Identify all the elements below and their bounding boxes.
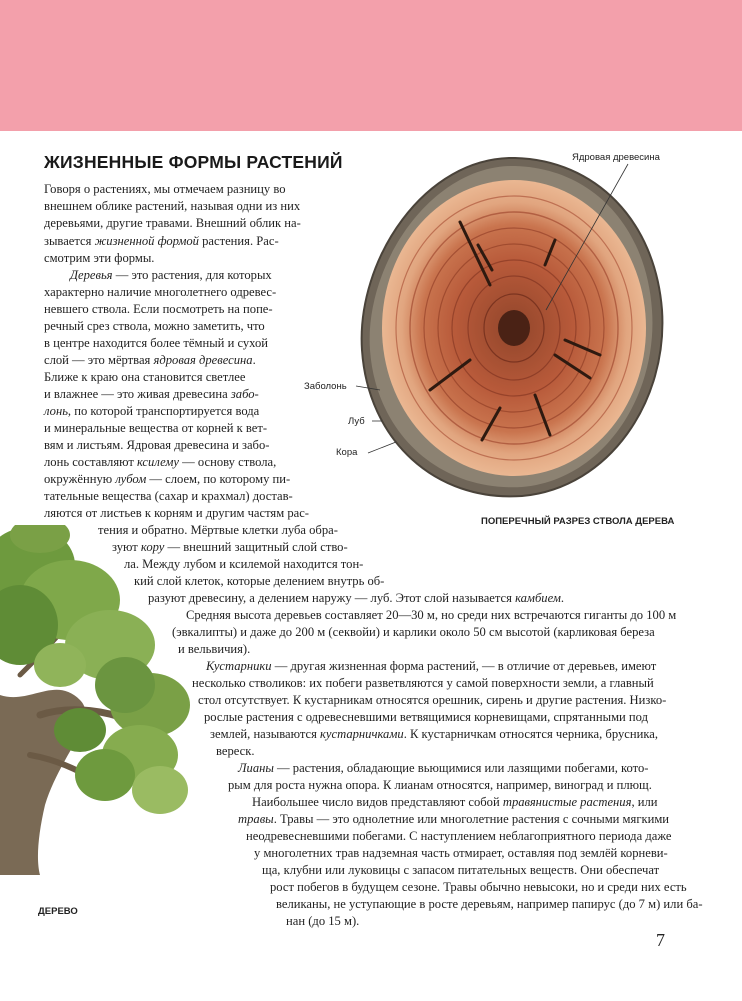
label-sapwood: Заболонь — [304, 381, 347, 392]
text-line: Говоря о растениях, мы отмечаем разницу во — [44, 182, 286, 196]
text-line: Ближе к краю она становится светлее — [44, 370, 246, 384]
wood-rings — [382, 180, 646, 476]
text-line: (эвкалипты) и даже до 200 м (секвойи) и карлики около 50 см высотой (карликовая береза — [172, 625, 655, 639]
text-line: нан (до 15 м). — [286, 914, 360, 928]
text-line: рым для роста нужна опора. К лианам относятся, например, виноград и плющ. — [228, 778, 652, 792]
tree-illustration — [0, 525, 200, 875]
text-line: и влажнее — это живая древесина забо- — [44, 387, 259, 401]
text-line: рослые растения с одревесневшими ветвящимися корневищами, спрятанными под — [204, 710, 649, 724]
label-phloem: Луб — [348, 416, 365, 427]
text-line: деревьями, другие травами. Внешний облик на- — [44, 216, 301, 231]
text-line: слой — это мёртвая ядровая древесина. — [44, 353, 256, 367]
text-line: и вельвичия). — [178, 642, 251, 656]
text-line: Наибольшее число видов представляют собой травянистые растения, или — [252, 795, 658, 809]
text-line: Кустарники — другая жизненная форма растений, — в отличие от деревьев, имеют — [206, 659, 657, 673]
text-line: лонь составляют ксилему — основу ствола, — [44, 455, 277, 469]
text-line: Деревья — это растения, для которых — [70, 268, 272, 282]
text-line: стол отсутствует. К кустарникам относятся орешник, сирень и другие растения. Низко- — [198, 693, 667, 707]
text-line: характерно наличие многолетнего одревес- — [44, 285, 277, 299]
text-line: зуют кору — внешний защитный слой ство- — [112, 540, 348, 554]
text-line: у многолетних трав надземная часть отмирает, оставляя под землёй корневи- — [254, 846, 668, 860]
text-line: неодревесневшими побегами. С наступлением неблагоприятного периода даже — [246, 829, 672, 843]
header-banner — [0, 0, 742, 131]
text-line: и минеральные вещества от корней к вет- — [44, 421, 268, 435]
label-bark: Кора — [336, 447, 358, 458]
diagram-caption: ПОПЕРЕЧНЫЙ РАЗРЕЗ СТВОЛА ДЕРЕВА — [481, 516, 675, 527]
page-number: 7 — [656, 930, 665, 950]
text-line: вям и листьям. Ядровая древесина и забо- — [44, 438, 270, 452]
text-line: кий слой клеток, которые делением внутрь об- — [134, 574, 385, 588]
text-line: невшего ствола. Если посмотреть на попе- — [44, 302, 273, 316]
text-line: вереск. — [216, 744, 255, 758]
page-title: ЖИЗНЕННЫЕ ФОРМЫ РАСТЕНИЙ — [44, 152, 343, 172]
text-line: в центре находится более тёмный и сухой — [44, 336, 269, 350]
text-line: разуют древесину, а делением наружу — луб. Этот слой называется камбием. — [148, 591, 565, 605]
text-line: лонь, по которой транспортируется вода — [44, 404, 260, 418]
text-line: тательные вещества (сахар и крахмал) достав- — [44, 489, 293, 503]
text-line: ла. Между лубом и ксилемой находится тон- — [124, 557, 364, 571]
label-heartwood: Ядровая древесина — [572, 152, 660, 163]
text-line: речный срез ствола, можно заметить, что — [44, 319, 265, 333]
tree-caption: ДЕРЕВО — [38, 906, 78, 917]
text-line: внешнем облике растений, называя одни из них — [44, 199, 301, 214]
text-line: травы. Травы — это однолетние или многолетние растения с сочными мягкими — [238, 812, 670, 826]
text-line: Средняя высота деревьев составляет 20—30 м, но среди них встречаются гиганты до 100 м — [186, 608, 677, 622]
text-line: ща, клубни или луковицы с запасом питательных веществ. Они обеспечат — [262, 863, 660, 877]
text-line: окружённую лубом — слоем, по которому пи- — [44, 472, 291, 486]
paragraph-intro — [44, 181, 301, 267]
text-line: зывается жизненной формой растения. Рас- — [44, 233, 279, 248]
text-line: рост побегов в будущем сезоне. Травы обычно невысоки, но и среди них есть — [270, 880, 687, 894]
text-line: несколько стволиков: их побеги разветвляются у самой поверхности земли, а главный — [192, 676, 654, 690]
text-line: Лианы — растения, обладающие вьющимися или лазящими побегами, кото- — [238, 761, 649, 775]
text-line: ляются от листьев к корням и другим частям рас- — [44, 506, 310, 520]
text-line: тения и обратно. Мёртвые клетки луба обра- — [98, 523, 338, 537]
text-line: землей, называются кустарничками. К кустарничкам относятся черника, брусника, — [210, 727, 659, 741]
text-line: великаны, не уступающие в росте деревьям, например папирус (до 7 м) или ба- — [276, 897, 703, 911]
text-line: смотрим эти формы. — [44, 250, 155, 265]
trunk-cross-section-illustration — [350, 150, 680, 510]
